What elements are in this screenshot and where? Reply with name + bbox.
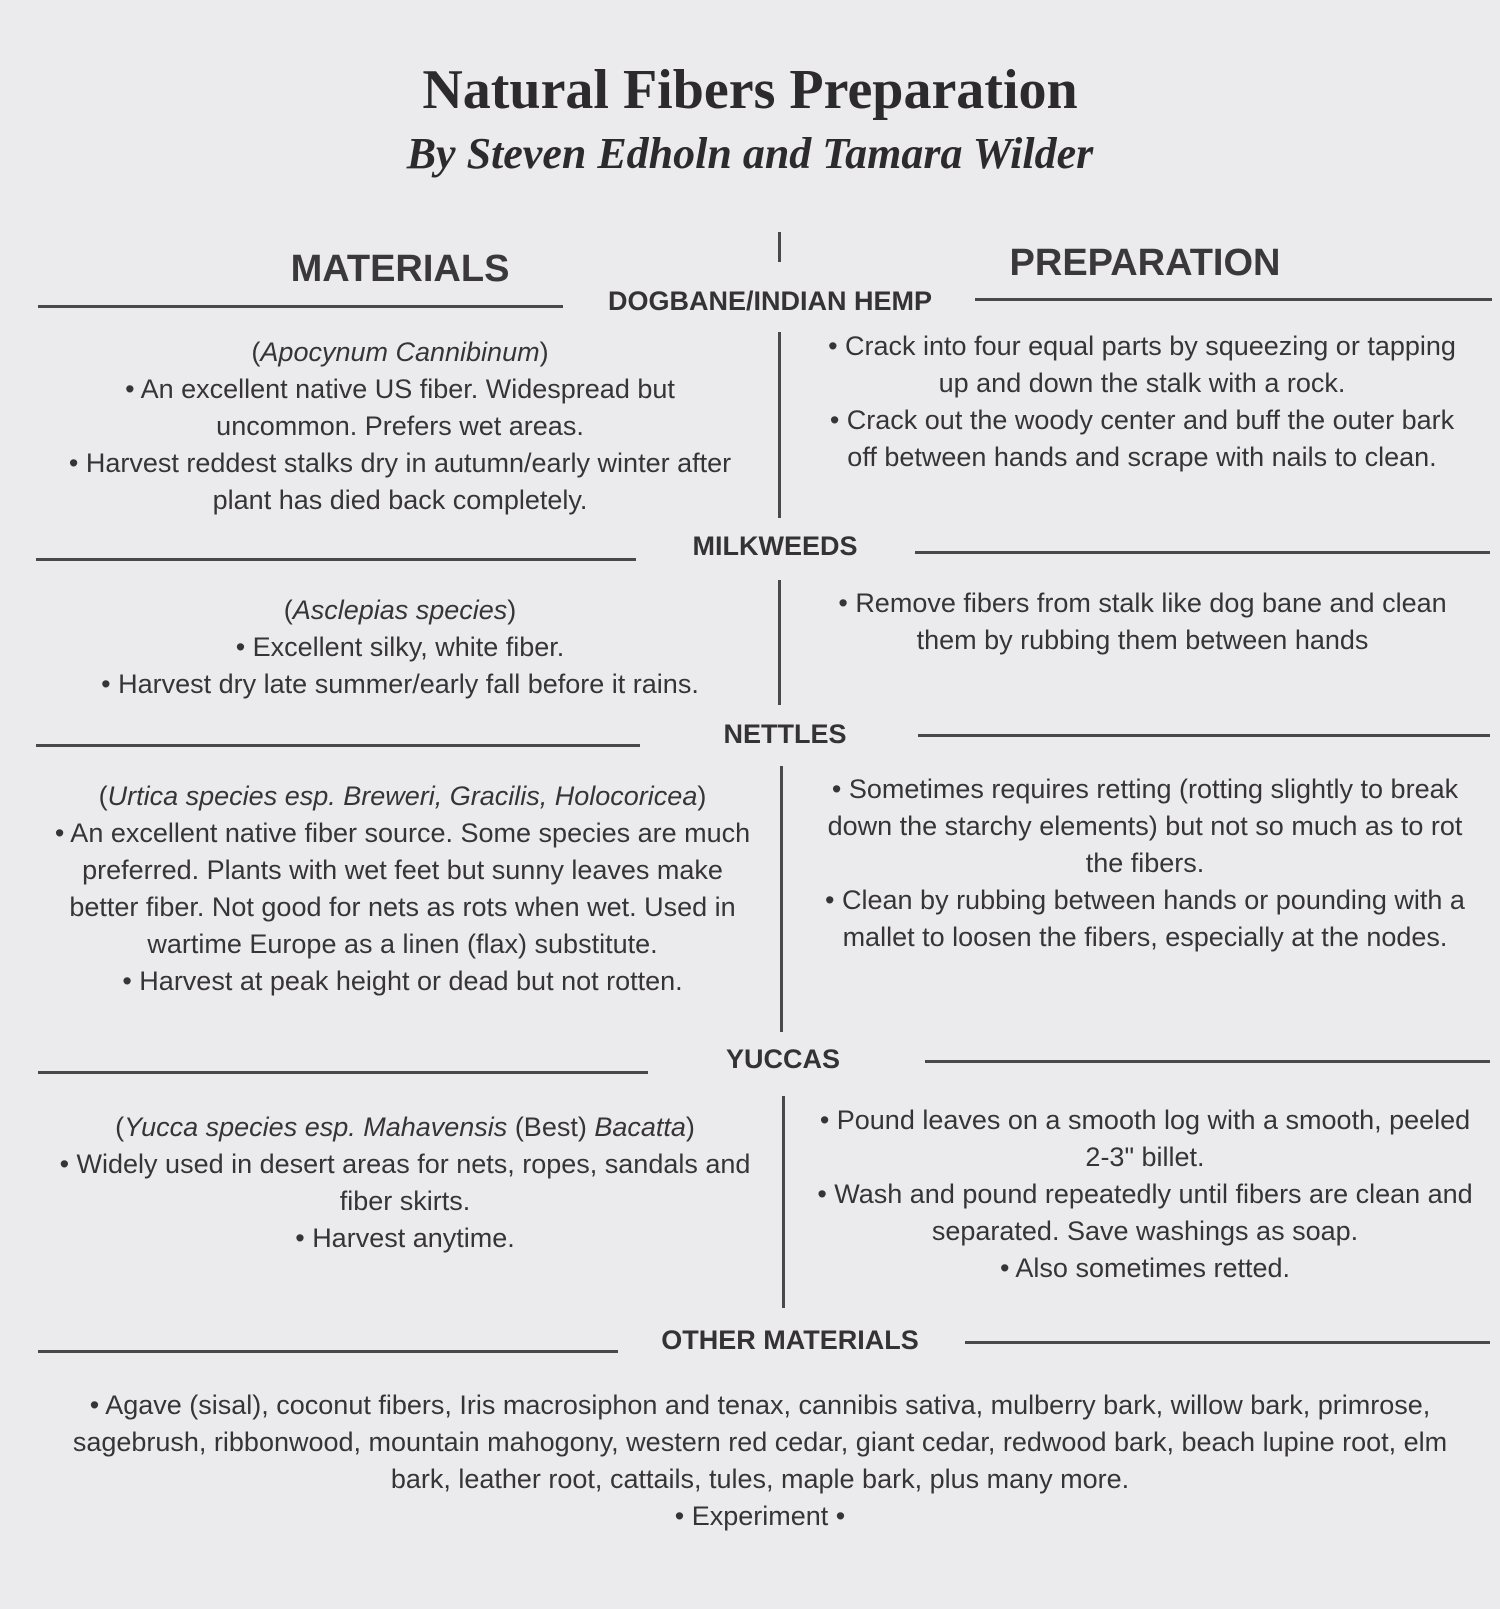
milkweeds-material-item: • Harvest dry late summer/early fall before it rains. [101, 669, 699, 699]
dogbane-rule-right [975, 298, 1492, 301]
nettles-materials: (Urtica species esp. Breweri, Gracilis, Holocoricea) • An excellent native fiber source. Some species are much preferred. Plants with wet feet but sunny leaves make better fiber. Not good for nets as rots when wet. Used in wartime Europe as a linen (flax) substitute. • Harvest at peak height or dead but not rotten. [50, 778, 755, 1000]
milkweeds-materials: (Asclepias species) • Excellent silky, white fiber. • Harvest dry late summer/early fall before it rains. [55, 592, 745, 703]
column-divider-top [778, 232, 781, 262]
section-heading-milkweeds: MILKWEEDS [692, 531, 858, 561]
nettles-species: Urtica species esp. Breweri, Gracilis, Holocoricea [107, 781, 698, 811]
yuccas-preparation [815, 1102, 1475, 1287]
dogbane-species: Apocynum Cannibinum [260, 337, 540, 367]
milkweeds-prep-item: • Remove fibers from stalk like dog bane and clean them by rubbing them between hands [838, 588, 1447, 655]
other-rule-left [38, 1350, 618, 1353]
column-divider-yuccas [782, 1096, 785, 1308]
yuccas-species-a: Yucca species esp. Mahavensis [124, 1112, 508, 1142]
yuccas-material-item: • Widely used in desert areas for nets, ropes, sandals and fiber skirts. [59, 1149, 751, 1216]
section-heading-dogbane: DOGBANE/INDIAN HEMP [607, 286, 932, 316]
dogbane-prep-item: • Crack into four equal parts by squeezing or tapping up and down the stalk with a rock. [828, 331, 1456, 398]
other-materials [60, 1387, 1460, 1535]
dogbane-prep-item: • Crack out the woody center and buff the outer bark off between hands and scrape with nails to clean. [829, 405, 1455, 472]
column-divider-dogbane [778, 332, 781, 518]
yuccas-rule-right [925, 1060, 1490, 1063]
column-divider-milkweeds [778, 580, 781, 705]
dogbane-materials: (Apocynum Cannibinum) • An excellent native US fiber. Widespread but uncommon. Prefers wet areas. • Harvest reddest stalks dry in autumn/early winter after plant has died back completely. [55, 334, 745, 519]
nettles-material-item: • Harvest at peak height or dead but not rotten. [122, 966, 683, 996]
section-heading-nettles: NETTLES [723, 719, 847, 749]
milkweeds-rule-left [36, 558, 636, 561]
yuccas-materials: (Yucca species esp. Mahavensis (Best) Bacatta) • Widely used in desert areas for nets, ropes, sandals and fiber skirts. • Harvest anytime. [55, 1109, 755, 1257]
section-heading-other: OTHER MATERIALS [661, 1325, 919, 1355]
section-heading-yuccas: YUCCAS [725, 1044, 840, 1074]
dogbane-material-item: • Harvest reddest stalks dry in autumn/early winter after plant has died back completely. [68, 448, 732, 515]
nettles-prep-item: • Clean by rubbing between hands or pounding with a mallet to loosen the fibers, especially at the nodes. [825, 885, 1465, 952]
yuccas-material-item: • Harvest anytime. [295, 1223, 515, 1253]
preparation-column-heading: PREPARATION [1009, 242, 1281, 284]
nettles-rule-right [918, 734, 1490, 737]
milkweeds-rule-right [915, 551, 1490, 554]
yuccas-prep-item: • Also sometimes retted. [999, 1253, 1291, 1283]
milkweeds-material-item: • Excellent silky, white fiber. [235, 632, 565, 662]
other-materials-list: • Agave (sisal), coconut fibers, Iris macrosiphon and tenax, cannibis sativa, mulberry bark, willow bark, primrose, sagebrush, ribbonwood, mountain mahogony, western red cedar, giant cedar, redwood bark, beach lupine root, elm bark, leather root, cattails, tules, maple bark, plus many more. [72, 1390, 1448, 1494]
yuccas-rule-left [38, 1071, 648, 1074]
yuccas-prep-item: • Wash and pound repeatedly until fibers are clean and separated. Save washings as soap. [817, 1179, 1473, 1246]
nettles-rule-left [36, 744, 640, 747]
dogbane-preparation [812, 328, 1472, 476]
yuccas-species-note: (Best) [507, 1112, 595, 1142]
other-rule-right [965, 1341, 1490, 1344]
nettles-prep-item: • Sometimes requires retting (rotting slightly to break down the starchy elements) but not so much as to rot the fibers. [827, 774, 1463, 878]
yuccas-prep-item: • Pound leaves on a smooth log with a smooth, peeled 2-3" billet. [819, 1105, 1471, 1172]
byline: By Steven Edholn and Tamara Wilder [406, 129, 1094, 178]
yuccas-species-b: Bacatta [594, 1112, 686, 1142]
nettles-material-item: • An excellent native fiber source. Some species are much preferred. Plants with wet feet but sunny leaves make better fiber. Not good for nets as rots when wet. Used in wartime Europe as a linen (flax) substitute. [54, 818, 751, 959]
materials-column-heading: MATERIALS [290, 248, 510, 290]
dogbane-material-item: • An excellent native US fiber. Widespread but uncommon. Prefers wet areas. [125, 374, 675, 441]
milkweeds-preparation [830, 585, 1455, 659]
milkweeds-species: Asclepias species [292, 595, 508, 625]
other-materials-closing: • Experiment • [674, 1501, 846, 1531]
page-title: Natural Fibers Preparation [422, 59, 1078, 121]
nettles-preparation [810, 771, 1480, 956]
column-divider-nettles [780, 766, 783, 1032]
dogbane-rule-left [38, 305, 563, 308]
